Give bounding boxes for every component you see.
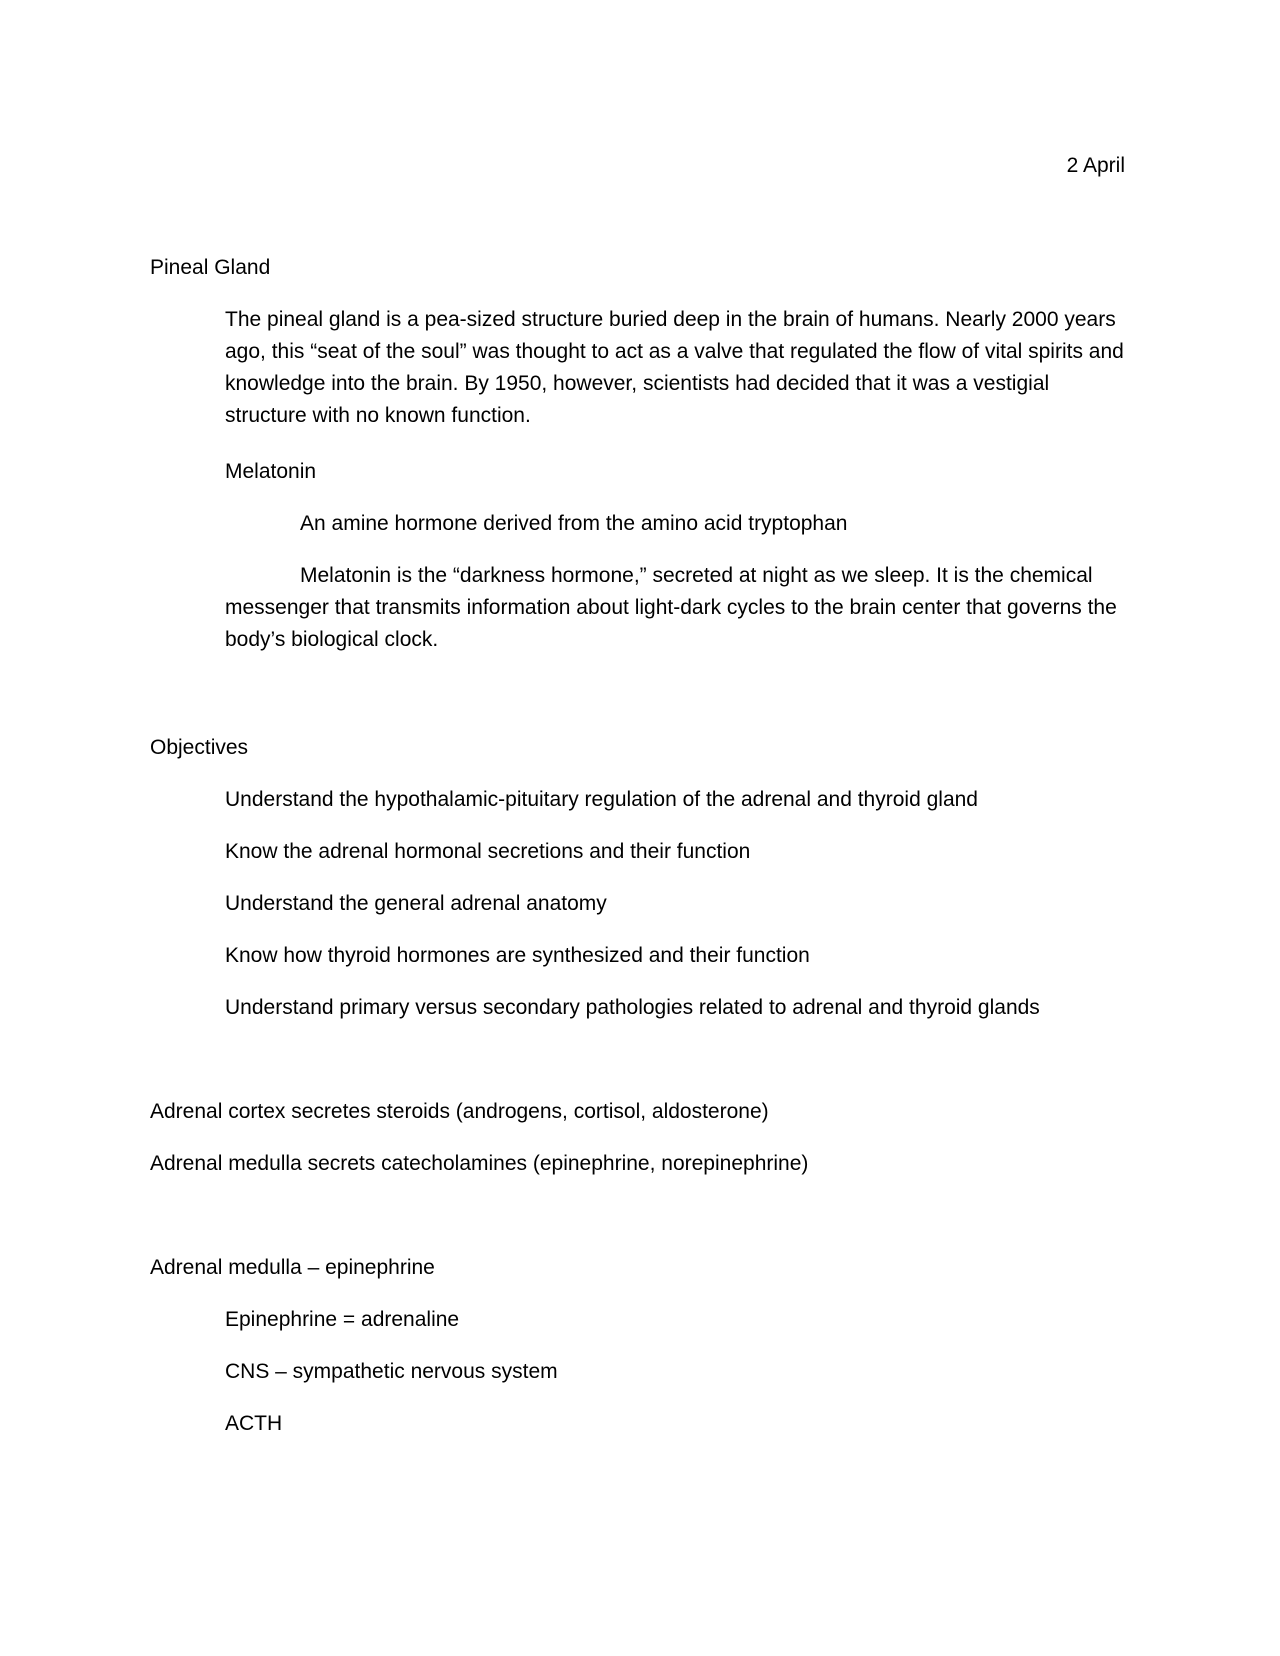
adrenal-medulla-line: Adrenal medulla secrets catecholamines (epinephrine, norepinephrine) (150, 1152, 809, 1175)
melatonin-heading: Melatonin (225, 460, 317, 483)
objective-item: Know the adrenal hormonal secretions and their function (225, 840, 751, 863)
date-header: 2 April (1066, 154, 1125, 177)
medulla-item: CNS – sympathetic nervous system (225, 1360, 558, 1383)
pineal-gland-heading: Pineal Gland (150, 256, 271, 279)
pineal-intro-paragraph: The pineal gland is a pea-sized structure buried deep in the brain of humans. Nearly 2000 years ago, this “seat of the soul” was thought to act as a valve that regulated the flow of vital spirits and knowledge into the brain. By 1950, however, scientists had decided that it was a vestigial structure with no known function. (225, 308, 1124, 427)
medulla-epinephrine-heading: Adrenal medulla – epinephrine (150, 1256, 435, 1279)
objective-item: Understand primary versus secondary pathologies related to adrenal and thyroid glands (225, 996, 1040, 1019)
objective-item: Understand the general adrenal anatomy (225, 892, 607, 915)
melatonin-description: Melatonin is the “darkness hormone,” secreted at night as we sleep. It is the chemical messenger that transmits information about light-dark cycles to the brain center that governs the body’s biological clock. (225, 564, 1117, 651)
medulla-item: ACTH (225, 1412, 283, 1435)
objective-item: Understand the hypothalamic-pituitary regulation of the adrenal and thyroid gland (225, 788, 978, 811)
objectives-heading: Objectives (150, 736, 249, 759)
objective-item: Know how thyroid hormones are synthesized and their function (225, 944, 810, 967)
adrenal-cortex-line: Adrenal cortex secretes steroids (androgens, cortisol, aldosterone) (150, 1100, 769, 1123)
melatonin-definition: An amine hormone derived from the amino acid tryptophan (300, 512, 848, 535)
medulla-item: Epinephrine = adrenaline (225, 1308, 460, 1331)
